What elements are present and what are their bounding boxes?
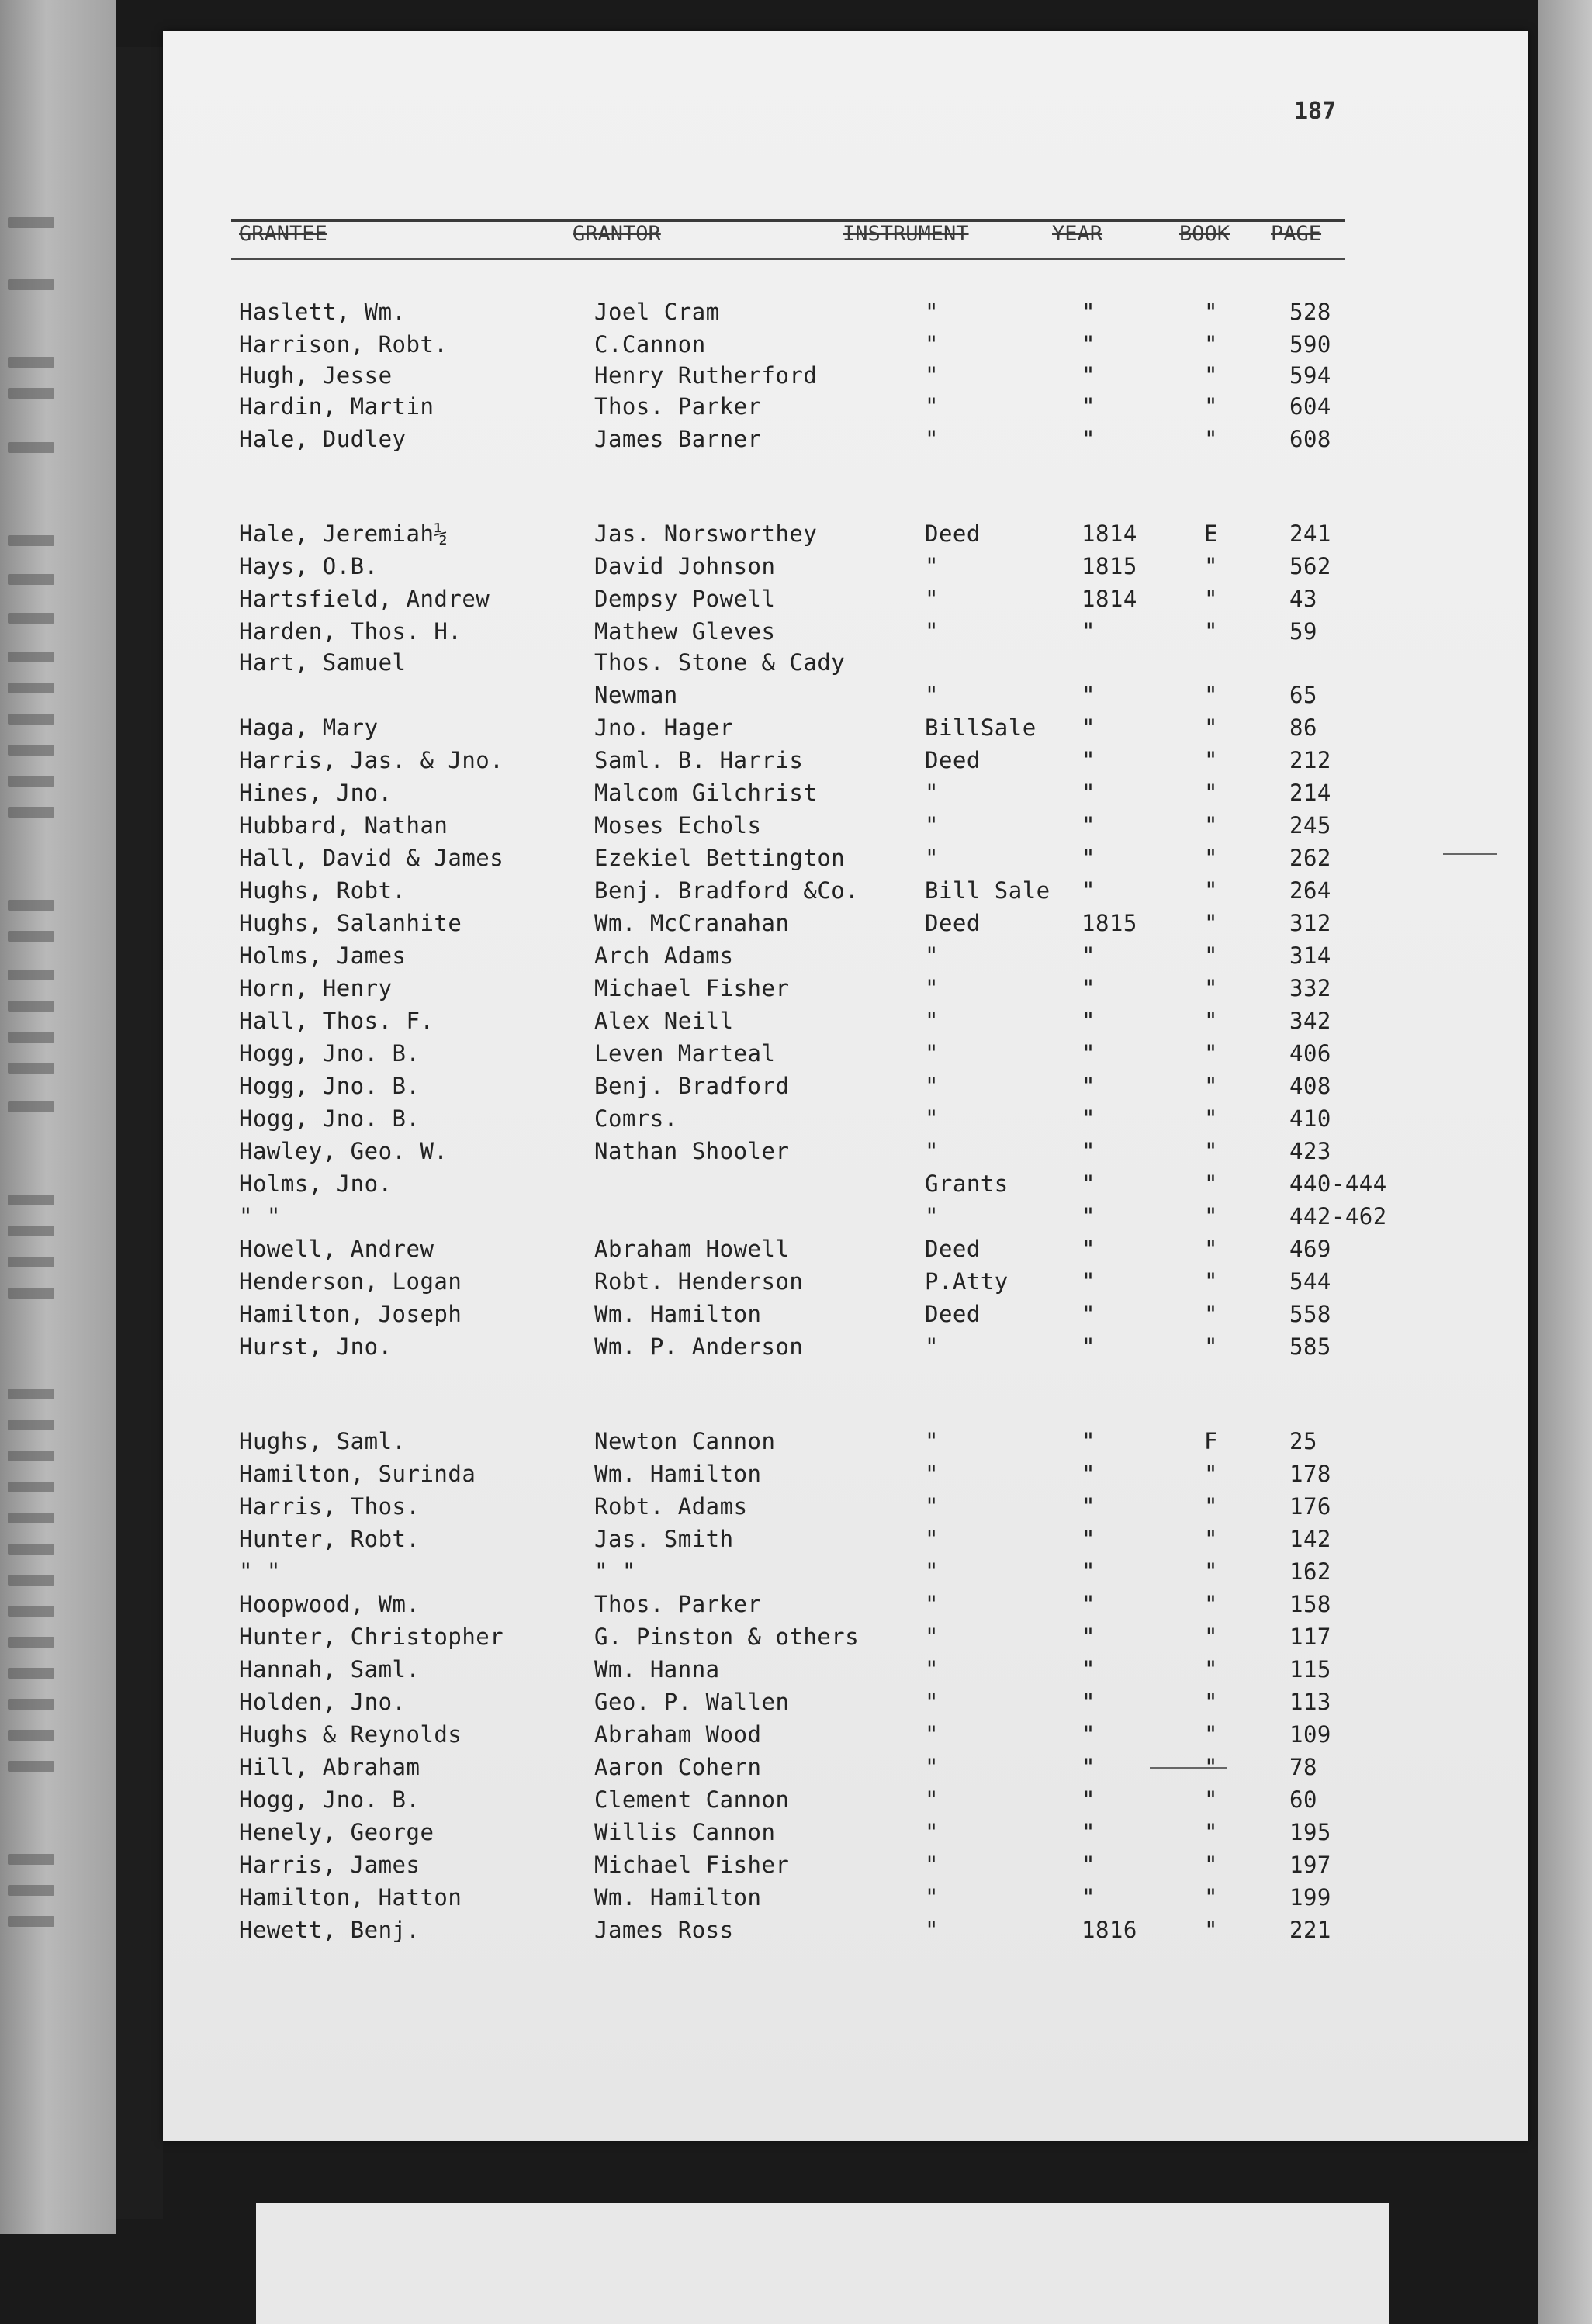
grantee-cell: Henely, George (239, 1819, 434, 1845)
grantee-cell: Hughs, Salanhite (239, 910, 462, 936)
book-cell: " (1204, 812, 1218, 839)
year-cell: " (1082, 1591, 1095, 1617)
grantee-cell: " " (239, 1558, 281, 1585)
instrument-cell: " (925, 845, 939, 871)
grantor-cell: James Barner (594, 426, 762, 452)
book-cell: " (1204, 1461, 1218, 1487)
grantor-cell: Jas. Norsworthey (594, 520, 818, 547)
page-cell: 262 (1289, 845, 1331, 871)
grantor-cell: Benj. Bradford (594, 1073, 790, 1099)
grantor-cell: Thos. Parker (594, 393, 762, 420)
instrument-cell: " (925, 1754, 939, 1780)
grantor-cell: Mathew Gleves (594, 618, 776, 645)
instrument-cell: " (925, 1624, 939, 1650)
year-cell: " (1082, 1040, 1095, 1067)
instrument-cell: Deed (925, 1301, 981, 1327)
book-cell: " (1204, 1591, 1218, 1617)
book-cell: " (1204, 1852, 1218, 1878)
year-cell: " (1082, 1884, 1095, 1911)
grantee-cell: Hardin, Martin (239, 393, 434, 420)
page-cell: 264 (1289, 877, 1331, 904)
year-cell: " (1082, 1689, 1095, 1715)
grantor-cell: Thos. Parker (594, 1591, 762, 1617)
instrument-cell: " (925, 586, 939, 612)
grantee-cell: Hill, Abraham (239, 1754, 420, 1780)
book-cell: " (1204, 1040, 1218, 1067)
year-cell: " (1082, 747, 1095, 773)
year-cell: " (1082, 1073, 1095, 1099)
page-cell: 585 (1289, 1333, 1331, 1360)
year-cell: " (1082, 1333, 1095, 1360)
page-cell: 158 (1289, 1591, 1331, 1617)
year-cell: " (1082, 877, 1095, 904)
page-cell: 142 (1289, 1526, 1331, 1552)
grantor-cell: Newton Cannon (594, 1428, 776, 1454)
instrument-cell: " (925, 1656, 939, 1682)
page-cell: 178 (1289, 1461, 1331, 1487)
grantor-cell: Abraham Wood (594, 1721, 762, 1748)
grantor-cell: Robt. Henderson (594, 1268, 804, 1295)
grantee-cell: Haga, Mary (239, 714, 379, 741)
instrument-cell: Grants (925, 1171, 1009, 1197)
year-cell: " (1082, 1301, 1095, 1327)
adjacent-page-edge (0, 0, 116, 2234)
grantee-cell: Horn, Henry (239, 975, 393, 1001)
page-cell: 78 (1289, 1754, 1317, 1780)
year-cell: " (1082, 1105, 1095, 1132)
page-cell: 528 (1289, 299, 1331, 325)
grantor-cell: " " (594, 1558, 636, 1585)
page-cell: 469 (1289, 1236, 1331, 1262)
grantor-cell: G. Pinston & others (594, 1624, 860, 1650)
stray-pen-mark (1443, 853, 1497, 855)
header-page: PAGE (1271, 222, 1322, 246)
book-cell: " (1204, 1819, 1218, 1845)
grantee-cell: Harris, James (239, 1852, 420, 1878)
page-cell: 60 (1289, 1786, 1317, 1813)
grantor-cell: Wm. Hamilton (594, 1301, 762, 1327)
year-cell: " (1082, 1236, 1095, 1262)
book-cell: " (1204, 1008, 1218, 1034)
right-page-edge (1538, 0, 1592, 2324)
grantee-cell: Holms, Jno. (239, 1171, 393, 1197)
document-sheet (163, 31, 1528, 2141)
year-cell: " (1082, 812, 1095, 839)
year-cell: " (1082, 1786, 1095, 1813)
book-cell: " (1204, 1689, 1218, 1715)
grantor-cell: Michael Fisher (594, 975, 790, 1001)
grantee-cell: Harden, Thos. H. (239, 618, 462, 645)
stray-pen-mark (1150, 1767, 1227, 1769)
grantor-cell: James Ross (594, 1917, 734, 1943)
instrument-cell: Deed (925, 520, 981, 547)
grantee-cell: Hogg, Jno. B. (239, 1040, 420, 1067)
year-cell: " (1082, 1721, 1095, 1748)
year-cell: " (1082, 1171, 1095, 1197)
grantee-cell: Harrison, Robt. (239, 331, 448, 358)
grantor-cell: Ezekiel Bettington (594, 845, 846, 871)
book-cell: " (1204, 618, 1218, 645)
page-cell: 43 (1289, 586, 1317, 612)
year-cell: " (1082, 1461, 1095, 1487)
book-cell: " (1204, 1236, 1218, 1262)
page-cell: 176 (1289, 1493, 1331, 1520)
header-grantee: GRANTEE (239, 222, 327, 246)
film-bottom-block (256, 2203, 1389, 2324)
book-cell: " (1204, 910, 1218, 936)
grantee-cell: Hunter, Robt. (239, 1526, 420, 1552)
grantor-cell: Saml. B. Harris (594, 747, 804, 773)
grantor-cell: Benj. Bradford &Co. (594, 877, 860, 904)
grantee-cell: Hawley, Geo. W. (239, 1138, 448, 1164)
book-cell: " (1204, 1917, 1218, 1943)
grantor-cell: Dempsy Powell (594, 586, 776, 612)
instrument-cell: " (925, 299, 939, 325)
book-cell: " (1204, 1624, 1218, 1650)
grantee-cell: Hart, Samuel (239, 649, 407, 676)
year-cell: 1816 (1082, 1917, 1137, 1943)
book-cell: " (1204, 1203, 1218, 1229)
instrument-cell: Deed (925, 747, 981, 773)
grantor-cell: Jno. Hager (594, 714, 734, 741)
instrument-cell: BillSale (925, 714, 1037, 741)
grantee-cell: Hughs, Robt. (239, 877, 407, 904)
instrument-cell: " (925, 1786, 939, 1813)
grantee-cell: Hale, Dudley (239, 426, 407, 452)
book-cell: " (1204, 877, 1218, 904)
year-cell: " (1082, 1493, 1095, 1520)
grantor-cell: Moses Echols (594, 812, 762, 839)
grantee-cell: Harris, Thos. (239, 1493, 420, 1520)
grantee-cell: " " (239, 1203, 281, 1229)
year-cell: " (1082, 1624, 1095, 1650)
grantor-cell: Leven Marteal (594, 1040, 776, 1067)
year-cell: 1815 (1082, 910, 1137, 936)
year-cell: 1814 (1082, 586, 1137, 612)
book-cell: " (1204, 682, 1218, 708)
page-cell: 558 (1289, 1301, 1331, 1327)
book-cell: " (1204, 1558, 1218, 1585)
page-cell: 423 (1289, 1138, 1331, 1164)
header-grantor: GRANTOR (573, 222, 661, 246)
grantor-cell: Henry Rutherford (594, 362, 818, 389)
instrument-cell: " (925, 942, 939, 969)
year-cell: " (1082, 362, 1095, 389)
book-cell: " (1204, 331, 1218, 358)
page-cell: 604 (1289, 393, 1331, 420)
year-cell: " (1082, 426, 1095, 452)
page-cell: 241 (1289, 520, 1331, 547)
grantor-cell: Wm. P. Anderson (594, 1333, 804, 1360)
year-cell: " (1082, 1138, 1095, 1164)
book-cell: " (1204, 1333, 1218, 1360)
instrument-cell: Deed (925, 1236, 981, 1262)
grantee-cell: Hurst, Jno. (239, 1333, 393, 1360)
grantor-cell: Thos. Stone & Cady (594, 649, 846, 676)
grantee-cell: Hartsfield, Andrew (239, 586, 490, 612)
page-cell: 195 (1289, 1819, 1331, 1845)
page-cell: 410 (1289, 1105, 1331, 1132)
instrument-cell: " (925, 1526, 939, 1552)
year-cell: " (1082, 1526, 1095, 1552)
instrument-cell: " (925, 780, 939, 806)
grantor-cell: Wm. McCranahan (594, 910, 790, 936)
year-cell: " (1082, 1558, 1095, 1585)
book-cell: " (1204, 426, 1218, 452)
page-cell: 608 (1289, 426, 1331, 452)
page-cell: 590 (1289, 331, 1331, 358)
instrument-cell: " (925, 393, 939, 420)
grantee-cell: Hamilton, Joseph (239, 1301, 462, 1327)
instrument-cell: Bill Sale (925, 877, 1050, 904)
instrument-cell: " (925, 975, 939, 1001)
year-cell: " (1082, 331, 1095, 358)
instrument-cell: " (925, 553, 939, 579)
grantor-cell: Aaron Cohern (594, 1754, 762, 1780)
book-cell: F (1204, 1428, 1218, 1454)
page-number: 187 (1294, 98, 1337, 125)
book-cell: " (1204, 1656, 1218, 1682)
page-cell: 212 (1289, 747, 1331, 773)
grantor-cell: Arch Adams (594, 942, 734, 969)
instrument-cell: " (925, 1073, 939, 1099)
grantee-cell: Hogg, Jno. B. (239, 1073, 420, 1099)
year-cell: " (1082, 682, 1095, 708)
grantor-cell: David Johnson (594, 553, 776, 579)
grantee-cell: Hays, O.B. (239, 553, 379, 579)
instrument-cell: " (925, 1461, 939, 1487)
year-cell: " (1082, 1819, 1095, 1845)
book-cell: " (1204, 586, 1218, 612)
instrument-cell: " (925, 1852, 939, 1878)
grantee-cell: Hines, Jno. (239, 780, 393, 806)
header-year: YEAR (1052, 222, 1103, 246)
grantee-cell: Howell, Andrew (239, 1236, 434, 1262)
grantor-cell: Alex Neill (594, 1008, 734, 1034)
instrument-cell: " (925, 1721, 939, 1748)
instrument-cell: " (925, 1493, 939, 1520)
year-cell: " (1082, 780, 1095, 806)
page-cell: 544 (1289, 1268, 1331, 1295)
book-cell: " (1204, 1721, 1218, 1748)
page-cell: 25 (1289, 1428, 1317, 1454)
instrument-cell: " (925, 1558, 939, 1585)
instrument-cell: " (925, 682, 939, 708)
page-cell: 65 (1289, 682, 1317, 708)
header-book: BOOK (1179, 222, 1230, 246)
grantee-cell: Hunter, Christopher (239, 1624, 504, 1650)
grantor-cell: Abraham Howell (594, 1236, 790, 1262)
book-cell: " (1204, 845, 1218, 871)
year-cell: " (1082, 975, 1095, 1001)
year-cell: " (1082, 1754, 1095, 1780)
book-cell: " (1204, 1301, 1218, 1327)
book-cell: " (1204, 1526, 1218, 1552)
grantee-cell: Henderson, Logan (239, 1268, 462, 1295)
grantee-cell: Hall, Thos. F. (239, 1008, 434, 1034)
grantee-cell: Hughs & Reynolds (239, 1721, 462, 1748)
grantor-cell: Wm. Hamilton (594, 1884, 762, 1911)
instrument-cell: " (925, 1040, 939, 1067)
year-cell: " (1082, 299, 1095, 325)
year-cell: 1814 (1082, 520, 1137, 547)
year-cell: " (1082, 1008, 1095, 1034)
page-cell: 312 (1289, 910, 1331, 936)
year-cell: " (1082, 942, 1095, 969)
book-cell: " (1204, 299, 1218, 325)
grantee-cell: Hogg, Jno. B. (239, 1786, 420, 1813)
grantee-cell: Hubbard, Nathan (239, 812, 448, 839)
year-cell: " (1082, 1268, 1095, 1295)
book-cell: " (1204, 1138, 1218, 1164)
grantee-cell: Hughs, Saml. (239, 1428, 407, 1454)
year-cell: " (1082, 714, 1095, 741)
grantee-cell: Hugh, Jesse (239, 362, 393, 389)
grantee-cell: Haslett, Wm. (239, 299, 407, 325)
grantee-cell: Hale, Jeremiah½ (239, 520, 448, 547)
page-cell: 86 (1289, 714, 1317, 741)
page-cell: 115 (1289, 1656, 1331, 1682)
page-cell: 408 (1289, 1073, 1331, 1099)
grantee-cell: Holden, Jno. (239, 1689, 407, 1715)
grantor-cell: Geo. P. Wallen (594, 1689, 790, 1715)
book-cell: " (1204, 975, 1218, 1001)
page-cell: 199 (1289, 1884, 1331, 1911)
instrument-cell: " (925, 1105, 939, 1132)
page-cell: 197 (1289, 1852, 1331, 1878)
instrument-cell: " (925, 331, 939, 358)
grantor-cell: Newman (594, 682, 678, 708)
grantee-cell: Holms, James (239, 942, 407, 969)
page-cell: 342 (1289, 1008, 1331, 1034)
page-cell: 406 (1289, 1040, 1331, 1067)
year-cell: 1815 (1082, 553, 1137, 579)
grantee-cell: Hogg, Jno. B. (239, 1105, 420, 1132)
page-cell: 314 (1289, 942, 1331, 969)
page-cell: 562 (1289, 553, 1331, 579)
header-instrument: INSTRUMENT (843, 222, 969, 246)
page-cell: 59 (1289, 618, 1317, 645)
grantee-cell: Harris, Jas. & Jno. (239, 747, 504, 773)
page-cell: 117 (1289, 1624, 1331, 1650)
grantee-cell: Hamilton, Surinda (239, 1461, 476, 1487)
page-cell: 113 (1289, 1689, 1331, 1715)
year-cell: " (1082, 1852, 1095, 1878)
grantor-cell: C.Cannon (594, 331, 706, 358)
grantor-cell: Malcom Gilchrist (594, 780, 818, 806)
grantor-cell: Clement Cannon (594, 1786, 790, 1813)
page-cell: 332 (1289, 975, 1331, 1001)
grantor-cell: Comrs. (594, 1105, 678, 1132)
instrument-cell: Deed (925, 910, 981, 936)
header-rule-bottom (231, 258, 1345, 260)
year-cell: " (1082, 845, 1095, 871)
instrument-cell: " (925, 1333, 939, 1360)
book-cell: " (1204, 1171, 1218, 1197)
page-cell: 162 (1289, 1558, 1331, 1585)
grantor-cell: Jas. Smith (594, 1526, 734, 1552)
book-cell: " (1204, 1268, 1218, 1295)
grantee-cell: Hamilton, Hatton (239, 1884, 462, 1911)
page-cell: 594 (1289, 362, 1331, 389)
instrument-cell: " (925, 1689, 939, 1715)
book-cell: " (1204, 1754, 1218, 1780)
year-cell: " (1082, 1203, 1095, 1229)
book-cell: " (1204, 393, 1218, 420)
grantor-cell: Robt. Adams (594, 1493, 748, 1520)
grantor-cell: Joel Cram (594, 299, 720, 325)
page-cell: 440-444 (1289, 1171, 1387, 1197)
instrument-cell: " (925, 1138, 939, 1164)
instrument-cell: " (925, 1819, 939, 1845)
year-cell: " (1082, 618, 1095, 645)
grantor-cell: Michael Fisher (594, 1852, 790, 1878)
grantor-cell: Willis Cannon (594, 1819, 776, 1845)
grantor-cell: Wm. Hamilton (594, 1461, 762, 1487)
book-cell: " (1204, 1493, 1218, 1520)
book-cell: " (1204, 1884, 1218, 1911)
page-cell: 221 (1289, 1917, 1331, 1943)
instrument-cell: " (925, 1884, 939, 1911)
instrument-cell: " (925, 362, 939, 389)
book-cell: " (1204, 1105, 1218, 1132)
book-cell: E (1204, 520, 1218, 547)
binding-spine (116, 47, 163, 2219)
instrument-cell: " (925, 426, 939, 452)
book-cell: " (1204, 780, 1218, 806)
book-cell: " (1204, 714, 1218, 741)
grantee-cell: Hewett, Benj. (239, 1917, 420, 1943)
grantee-cell: Hannah, Saml. (239, 1656, 420, 1682)
book-cell: " (1204, 1786, 1218, 1813)
instrument-cell: " (925, 1591, 939, 1617)
year-cell: " (1082, 393, 1095, 420)
grantor-cell: Wm. Hanna (594, 1656, 720, 1682)
instrument-cell: " (925, 1917, 939, 1943)
instrument-cell: P.Atty (925, 1268, 1009, 1295)
page-cell: 109 (1289, 1721, 1331, 1748)
year-cell: " (1082, 1428, 1095, 1454)
instrument-cell: " (925, 1203, 939, 1229)
grantee-cell: Hall, David & James (239, 845, 504, 871)
grantee-cell: Hoopwood, Wm. (239, 1591, 420, 1617)
book-cell: " (1204, 747, 1218, 773)
year-cell: " (1082, 1656, 1095, 1682)
grantor-cell: Nathan Shooler (594, 1138, 790, 1164)
book-cell: " (1204, 942, 1218, 969)
instrument-cell: " (925, 1428, 939, 1454)
page-cell: 245 (1289, 812, 1331, 839)
book-cell: " (1204, 362, 1218, 389)
instrument-cell: " (925, 812, 939, 839)
instrument-cell: " (925, 618, 939, 645)
book-cell: " (1204, 553, 1218, 579)
book-cell: " (1204, 1073, 1218, 1099)
header-rule-top (231, 219, 1345, 222)
page-cell: 442-462 (1289, 1203, 1387, 1229)
instrument-cell: " (925, 1008, 939, 1034)
page-cell: 214 (1289, 780, 1331, 806)
